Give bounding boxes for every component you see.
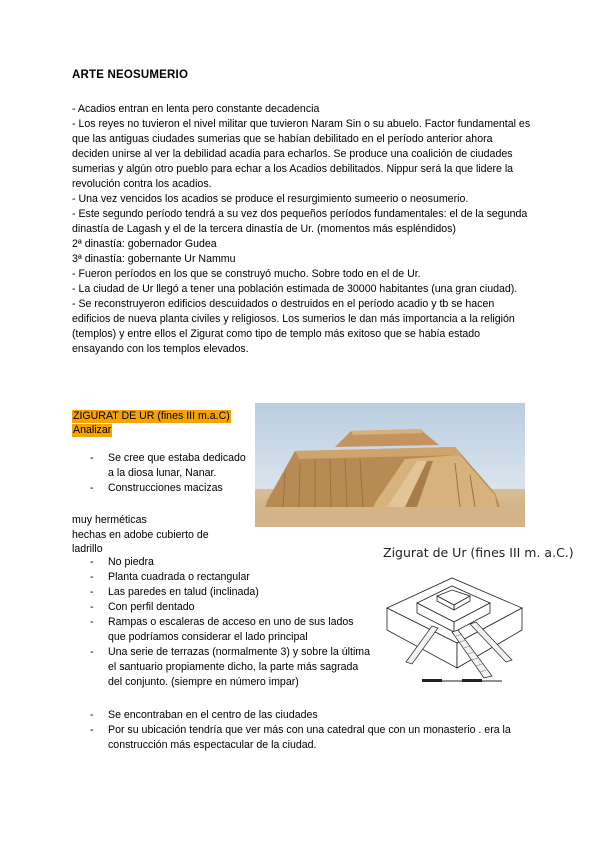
intro-line: - Fueron períodos en los que se construyó mucho. Sobre todo en el de Ur. bbox=[72, 268, 421, 280]
features-list-bottom bbox=[72, 708, 532, 753]
list-item: - Una serie de terrazas (normalmente 3) y sobre la última el santuario propiamente dicho, la parte más sagrada del conjunto. (siempre en número impar) bbox=[72, 645, 372, 690]
document-title: ARTE NEOSUMERIO bbox=[72, 69, 189, 81]
list-item: - Construcciones macizas bbox=[72, 481, 252, 496]
features-list-top bbox=[72, 451, 252, 496]
section-subheading: Analizar bbox=[73, 424, 112, 436]
intro-line: 3ª dinastía: gobernante Ur Nammu bbox=[72, 253, 236, 265]
ziggurat-photo bbox=[255, 403, 525, 527]
plain-line: hechas en adobe cubierto de bbox=[72, 529, 209, 541]
list-item: - Rampas o escaleras de acceso en uno de sus lados que podríamos considerar el lado principal bbox=[72, 615, 372, 645]
intro-line: 2ª dinastía: gobernador Gudea bbox=[72, 238, 217, 250]
intro-line: - Este segundo período tendrá a su vez dos pequeños períodos fundamentales: el de la segunda dinastía de Lagash y el de la tercera dinastía de Ur. (momentos más espléndidos) bbox=[72, 208, 528, 235]
intro-line: - Una vez vencidos los acadios se produce el resurgimiento sumeerio o neosumerio. bbox=[72, 193, 469, 205]
intro-line: - Los reyes no tuvieron el nivel militar que tuvieron Naram Sin o su abuelo. Factor fundamental es que las antiguas ciudades sumerias que se habían debilitado en el período anterior ahora deciden unirse al ver la debilidad acadia para echarlos. Se produce una coalición de ciudades sumerias y algún otro pueblo para echar a los Acadios debilitados. Nippur será la que lidere la revolución contra los acadios. bbox=[72, 118, 531, 190]
list-item: - Planta cuadrada o rectangular bbox=[72, 570, 372, 585]
list-item: - Con perfil dentado bbox=[72, 600, 372, 615]
list-item: - No piedra bbox=[72, 555, 372, 570]
list-item: - Por su ubicación tendría que ver más con una catedral que con un monasterio . era la construcción más espectacular de la ciudad. bbox=[72, 723, 532, 753]
features-list-mid bbox=[72, 555, 372, 690]
figure-caption: Zigurat de Ur (fines III m. a.C.) bbox=[383, 545, 574, 560]
section-heading: ZIGURAT DE UR (fines III m.a.C) bbox=[73, 410, 230, 422]
list-item: - Se encontraban en el centro de las ciudades bbox=[72, 708, 532, 723]
plain-line: ladrillo bbox=[72, 543, 103, 555]
intro-paragraph bbox=[72, 102, 532, 357]
intro-line: - La ciudad de Ur llegó a tener una población estimada de 30000 habitantes (una gran ciudad). bbox=[72, 283, 518, 295]
list-item: - Se cree que estaba dedicado a la diosa lunar, Nanar. bbox=[72, 451, 252, 481]
list-item: - Las paredes en talud (inclinada) bbox=[72, 585, 372, 600]
intro-line: - Acadios entran en lenta pero constante decadencia bbox=[72, 103, 320, 115]
ziggurat-drawing bbox=[382, 568, 527, 688]
plain-line: muy herméticas bbox=[72, 514, 147, 526]
intro-line: - Se reconstruyeron edificios descuidados o destruidos en el período acadio y tb se hacen edificios de nueva planta civiles y religiosos. Los sumerios le dan más importancia a la religión (templos) y entre ellos el Zigurat como tipo de templo más exitoso que se había estado ensayando con los templos elevados. bbox=[72, 298, 515, 355]
